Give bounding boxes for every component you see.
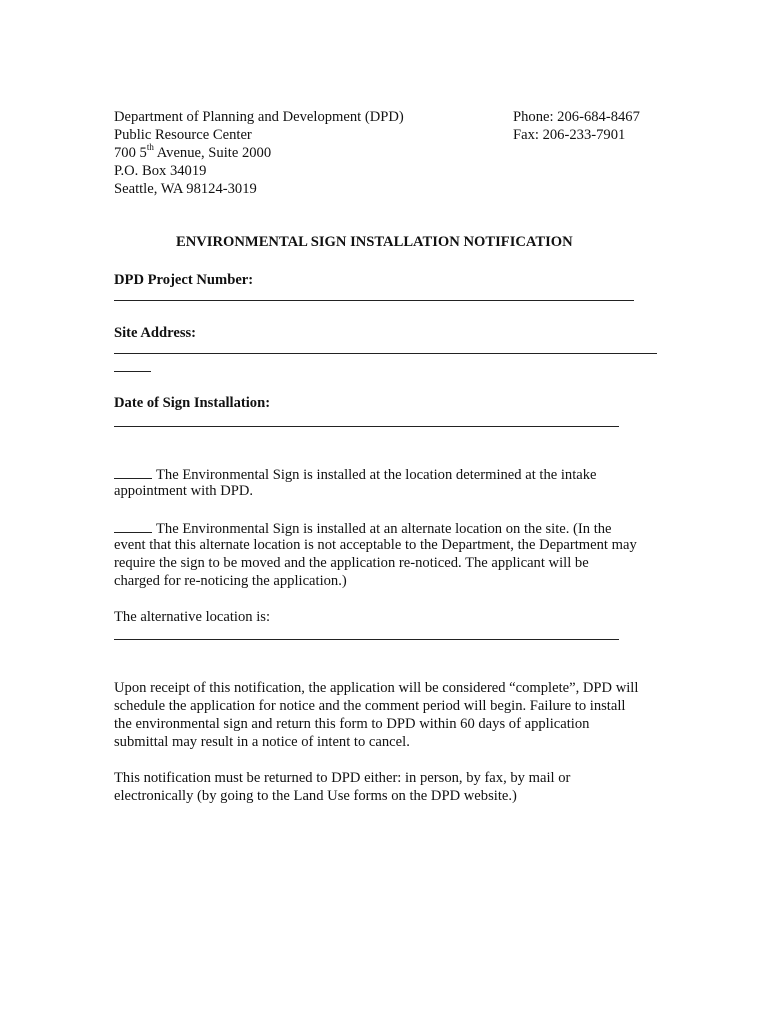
form-title: ENVIRONMENTAL SIGN INSTALLATION NOTIFICATION — [176, 234, 573, 250]
return-instructions-line: This notification must be returned to DPD either: in person, by fax, by mail or — [114, 770, 571, 786]
street-address: 700 5th Avenue, Suite 2000 — [114, 142, 272, 161]
option-alternate-text-line4: charged for re-noticing the application.) — [114, 573, 347, 589]
site-address-field-line1[interactable] — [114, 353, 657, 354]
completion-paragraph-line: the environmental sign and return this form to DPD within 60 days of application — [114, 716, 590, 732]
completion-paragraph-line: Upon receipt of this notification, the application will be considered “complete”, DPD will — [114, 680, 639, 696]
site-address-field-line2[interactable] — [114, 371, 151, 372]
fax-number: Fax: 206-233-7901 — [513, 127, 626, 143]
return-instructions-paragraph — [114, 769, 570, 805]
option-intake-text-line1: The Environmental Sign is installed at the location determined at the intake — [156, 467, 597, 483]
alt-location-field[interactable] — [114, 639, 619, 640]
site-address-label: Site Address: — [114, 325, 197, 341]
project-number-field[interactable] — [114, 300, 634, 301]
resource-center-name: Public Resource Center — [114, 127, 252, 143]
option-alternate-location — [114, 518, 637, 590]
option-intake-checkbox-blank[interactable] — [114, 464, 152, 479]
option-alternate-text-line3: require the sign to be moved and the application re-noticed. The applicant will be — [114, 555, 589, 571]
city-state-zip: Seattle, WA 98124-3019 — [114, 181, 257, 197]
department-name: Department of Planning and Development (DPD) — [114, 109, 404, 125]
project-number-label: DPD Project Number: — [114, 272, 254, 288]
po-box: P.O. Box 34019 — [114, 163, 207, 179]
option-intake-location — [114, 464, 597, 500]
contact-block — [513, 108, 640, 144]
dpd-address-block — [114, 108, 404, 198]
option-alternate-text-line1: The Environmental Sign is installed at an alternate location on the site. (In the — [156, 521, 612, 537]
completion-paragraph-line: schedule the application for notice and the comment period will begin. Failure to install — [114, 698, 626, 714]
option-alternate-checkbox-blank[interactable] — [114, 518, 152, 533]
option-alternate-text-line2: event that this alternate location is not acceptable to the Department, the Department may — [114, 537, 637, 553]
sign-date-field[interactable] — [114, 426, 619, 427]
alt-location-label: The alternative location is: — [114, 609, 271, 625]
completion-paragraph — [114, 679, 638, 751]
option-intake-text-line2: appointment with DPD. — [114, 483, 254, 499]
completion-paragraph-line: submittal may result in a notice of intent to cancel. — [114, 734, 410, 750]
sign-date-label: Date of Sign Installation: — [114, 395, 271, 411]
return-instructions-line: electronically (by going to the Land Use forms on the DPD website.) — [114, 788, 517, 804]
phone-number: Phone: 206-684-8467 — [513, 109, 640, 125]
